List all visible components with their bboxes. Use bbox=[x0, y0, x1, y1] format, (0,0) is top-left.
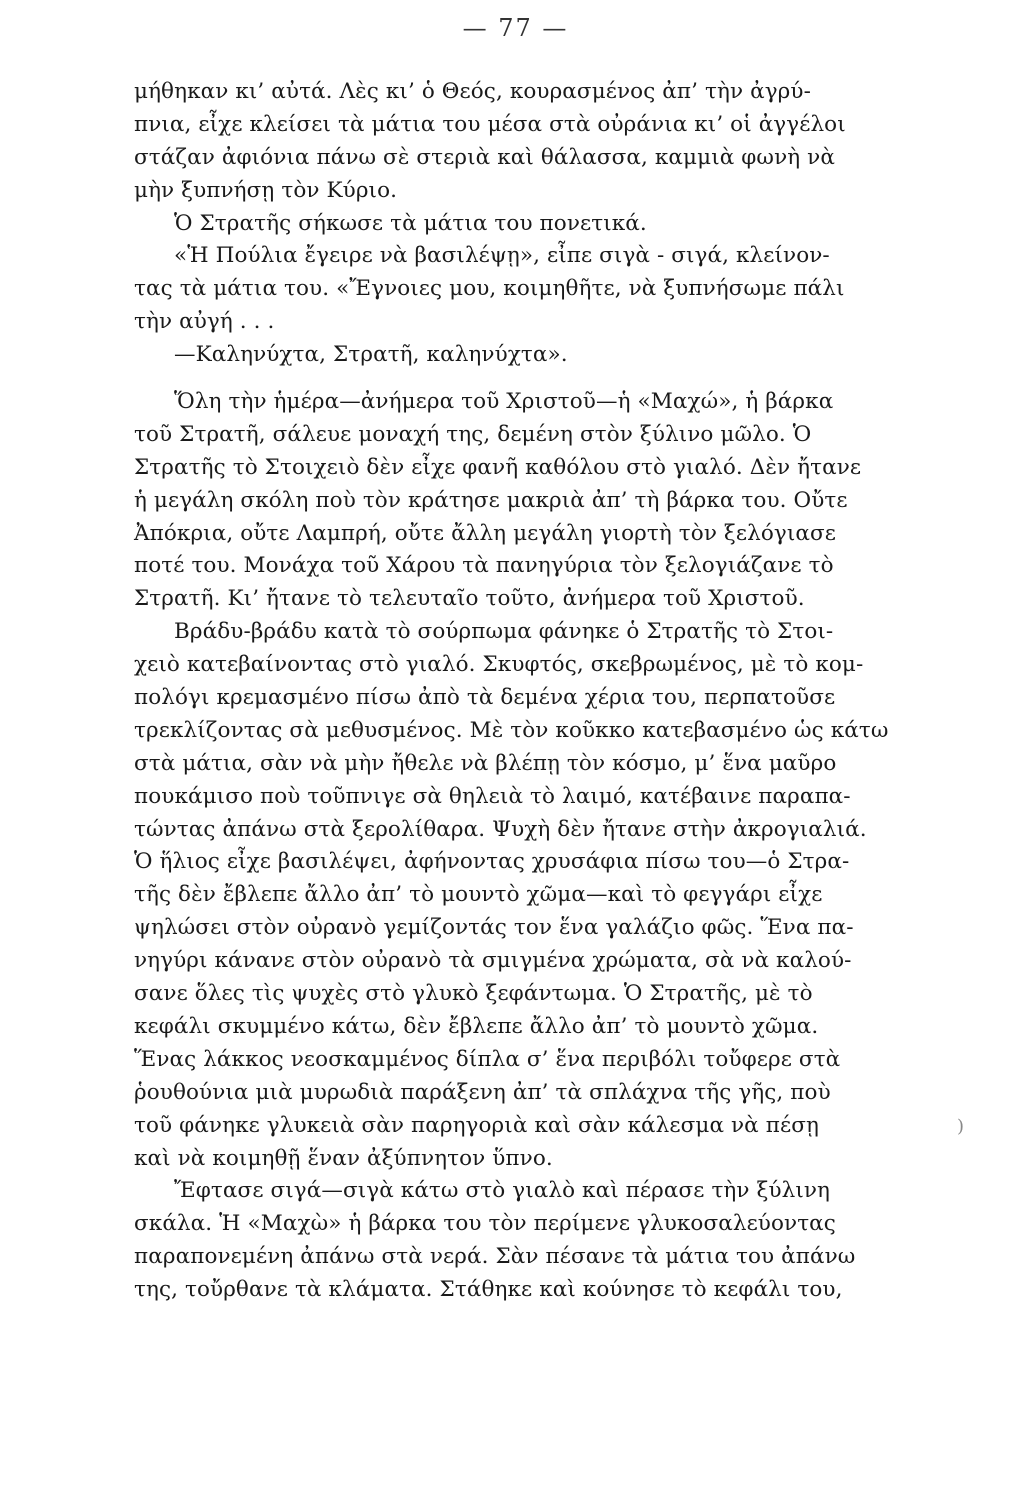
text-line: —Καληνύχτα, Στρατῆ, καληνύχτα». bbox=[174, 342, 568, 368]
text-line: Βράδυ-βράδυ κατὰ τὸ σούρπωμα φάνηκε ὁ Στρατῆς τὸ Στοι- bbox=[174, 619, 834, 645]
text-line: τρεκλίζοντας σὰ μεθυσμένος. Μὲ τὸν κοῦκκο κατεβασμένο ὡς κάτω bbox=[134, 717, 889, 743]
text-line: τας τὰ μάτια του. «Ἔγνοιες μου, κοιμηθῆτε, νὰ ξυπνήσωμε πάλι bbox=[134, 276, 845, 302]
text-line: ψηλώσει στὸν οὐρανὸ γεμίζοντάς τον ἕνα γαλάζιο φῶς. Ἕνα πα- bbox=[134, 915, 854, 941]
text-line: στάζαν ἀφιόνια πάνω σὲ στεριὰ καὶ θάλασσα, καμμιὰ φωνὴ νὰ bbox=[134, 144, 835, 170]
text-line: πνια, εἶχε κλείσει τὰ μάτια του μέσα στὰ οὐράνια κι’ οἱ ἀγγέλοι bbox=[134, 111, 846, 137]
text-line: Ἕνας λάκκος νεοσκαμμένος δίπλα σ’ ἕνα περιβόλι τοὔφερε στὰ bbox=[134, 1046, 841, 1072]
text-line: πολόγι κρεμασμένο πίσω ἀπὸ τὰ δεμένα χέρια του, περπατοῦσε bbox=[134, 685, 836, 711]
text-line: της, τοὔρθανε τὰ κλάματα. Στάθηκε καὶ κούνησε τὸ κεφάλι του, bbox=[134, 1277, 843, 1303]
text-line: χειὸ κατεβαίνοντας στὸ γιαλό. Σκυφτός, σκεβρωμένος, μὲ τὸ κομ- bbox=[134, 652, 864, 678]
text-line: Ὁ Στρατῆς σήκωσε τὰ μάτια του πονετικά. bbox=[174, 210, 647, 236]
text-line: μὴν ξυπνήσῃ τὸν Κύριο. bbox=[134, 177, 398, 203]
text-line: ῥουθούνια μιὰ μυρωδιὰ παράξενη ἀπ’ τὰ σπλάχνα τῆς γῆς, ποὺ bbox=[134, 1079, 831, 1105]
margin-mark: ) bbox=[957, 1116, 965, 1137]
text-line: μήθηκαν κι’ αὐτά. Λὲς κι’ ὁ Θεός, κουρασμένος ἀπ’ τὴν ἀγρύ- bbox=[134, 79, 811, 104]
text-line: τώντας ἀπάνω στὰ ξερολίθαρα. Ψυχὴ δὲν ἤτανε στὴν ἀκρογιαλιά. bbox=[134, 816, 867, 842]
text-line: Ὁ ἥλιος εἶχε βασιλέψει, ἀφήνοντας χρυσάφια πίσω του—ὁ Στρα- bbox=[134, 849, 850, 875]
text-line: τῆς δὲν ἔβλεπε ἄλλο ἀπ’ τὸ μουντὸ χῶμα—καὶ τὸ φεγγάρι εἶχε bbox=[134, 882, 823, 908]
text-line: πουκάμισο ποὺ τοῦπνιγε σὰ θηλειὰ τὸ λαιμό, κατέβαινε παραπα- bbox=[134, 783, 851, 809]
text-line: κεφάλι σκυμμένο κάτω, δὲν ἔβλεπε ἄλλο ἀπ’ τὸ μουντὸ χῶμα. bbox=[134, 1013, 819, 1039]
text-line: παραπονεμένη ἀπάνω στὰ νερά. Σὰν πέσανε τὰ μάτια του ἀπάνω bbox=[134, 1244, 856, 1270]
body-text bbox=[134, 76, 894, 1307]
text-line: Στρατῆς τὸ Στοιχειὸ δὲν εἶχε φανῆ καθόλου στὸ γιαλό. Δὲν ἤτανε bbox=[134, 454, 862, 480]
text-line: σανε ὅλες τὶς ψυχὲς στὸ γλυκὸ ξεφάντωμα. Ὁ Στρατῆς, μὲ τὸ bbox=[134, 981, 813, 1007]
text-line: στὰ μάτια, σὰν νὰ μὴν ἤθελε νὰ βλέπῃ τὸν κόσμο, μ’ ἕνα μαῦρο bbox=[134, 750, 837, 776]
text-line: ποτέ του. Μονάχα τοῦ Χάρου τὰ πανηγύρια τὸν ξελογιάζανε τὸ bbox=[134, 553, 834, 579]
text-line: «Ἡ Πούλια ἔγειρε νὰ βασιλέψῃ», εἶπε σιγὰ - σιγά, κλείνον- bbox=[174, 243, 830, 269]
text-line: τοῦ φάνηκε γλυκειὰ σὰν παρηγοριὰ καὶ σὰν κάλεσμα νὰ πέσῃ bbox=[134, 1112, 819, 1138]
text-line: ἡ μεγάλη σκόλη ποὺ τὸν κράτησε μακριὰ ἀπ’ τὴ βάρκα του. Οὔτε bbox=[134, 487, 848, 513]
text-line: τὴν αὐγή . . . bbox=[134, 309, 275, 335]
text-line: Ἔφτασε σιγά—σιγὰ κάτω στὸ γιαλὸ καὶ πέρασε τὴν ξύλινη bbox=[174, 1178, 831, 1204]
text-line: νηγύρι κάνανε στὸν οὐρανὸ τὰ σμιγμένα χρώματα, σὰ νὰ καλού- bbox=[134, 948, 852, 974]
text-line: Ὅλη τὴν ἡμέρα—ἀνήμερα τοῦ Χριστοῦ—ἡ «Μαχώ», ἡ βάρκα bbox=[174, 389, 834, 415]
page-number: — 77 — bbox=[462, 14, 569, 42]
text-line: καὶ νὰ κοιμηθῇ ἕναν ἀξύπνητον ὕπνο. bbox=[134, 1145, 553, 1171]
text-line: σκάλα. Ἡ «Μαχὼ» ἡ βάρκα του τὸν περίμενε γλυκοσαλεύοντας bbox=[134, 1211, 836, 1237]
text-line: Ἀπόκρια, οὔτε Λαμπρή, οὔτε ἄλλη μεγάλη γιορτὴ τὸν ξελόγιασε bbox=[134, 520, 836, 546]
paragraph-gap bbox=[134, 372, 894, 386]
text-line: Στρατῆ. Κι’ ἤτανε τὸ τελευταῖο τοῦτο, ἀνήμερα τοῦ Χριστοῦ. bbox=[134, 586, 805, 612]
text-line: τοῦ Στρατῆ, σάλευε μοναχή της, δεμένη στὸν ξύλινο μῶλο. Ὁ bbox=[134, 421, 812, 447]
